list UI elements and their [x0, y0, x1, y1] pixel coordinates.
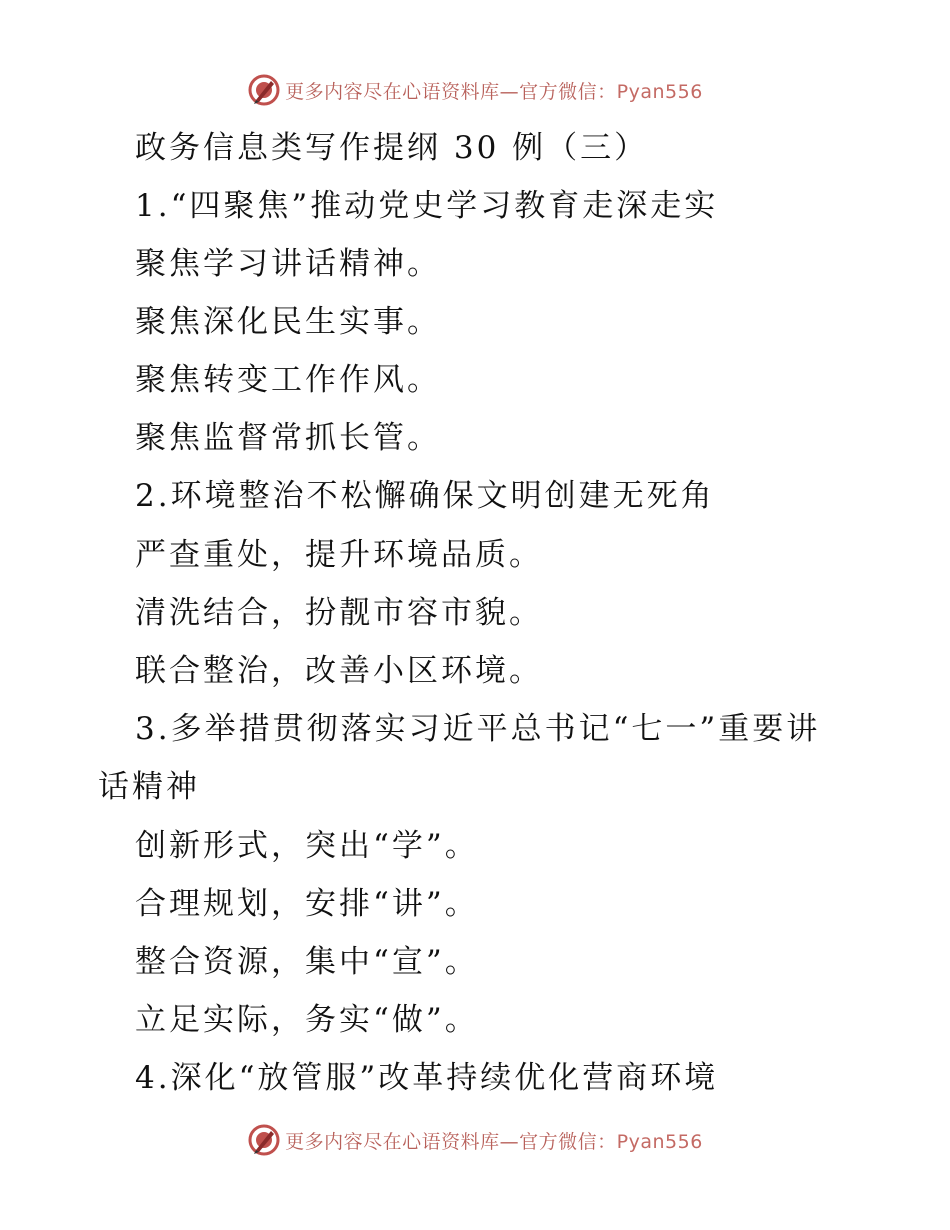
outline-item: 聚焦监督常抓长管。: [135, 420, 441, 456]
outline-heading-3: 3.多举措贯彻落实习近平总书记“七一”重要讲: [135, 711, 821, 747]
outline-item: 聚焦转变工作作风。: [135, 362, 441, 398]
pen-circle-logo-icon: [247, 1123, 281, 1157]
outline-item: 立足实际，务实“做”。: [135, 1002, 479, 1038]
outline-item: 严查重处，提升环境品质。: [135, 537, 543, 573]
watermark-text: 更多内容尽在心语资料库—官方微信：Pyan556: [285, 1130, 703, 1153]
outline-item: 创新形式，突出“学”。: [135, 828, 479, 864]
outline-item: 整合资源，集中“宣”。: [135, 944, 479, 980]
pen-circle-logo-icon: [247, 73, 281, 107]
footer-watermark: [0, 1122, 950, 1158]
header-watermark: [0, 72, 950, 108]
outline-heading-3-continuation: 话精神: [98, 769, 200, 805]
outline-heading-4: 4.深化“放管服”改革持续优化营商环境: [135, 1060, 719, 1096]
outline-item: 聚焦深化民生实事。: [135, 304, 441, 340]
document-title: 政务信息类写作提纲 30 例（三）: [135, 130, 649, 166]
outline-item: 聚焦学习讲话精神。: [135, 246, 441, 282]
outline-heading-1: 1.“四聚焦”推动党史学习教育走深走实: [135, 188, 719, 224]
watermark-text: 更多内容尽在心语资料库—官方微信：Pyan556: [285, 80, 703, 103]
outline-heading-2: 2.环境整治不松懈确保文明创建无死角: [135, 478, 715, 514]
outline-item: 合理规划，安排“讲”。: [135, 886, 479, 922]
outline-item: 清洗结合，扮靓市容市貌。: [135, 595, 543, 631]
outline-item: 联合整治，改善小区环境。: [135, 653, 543, 689]
